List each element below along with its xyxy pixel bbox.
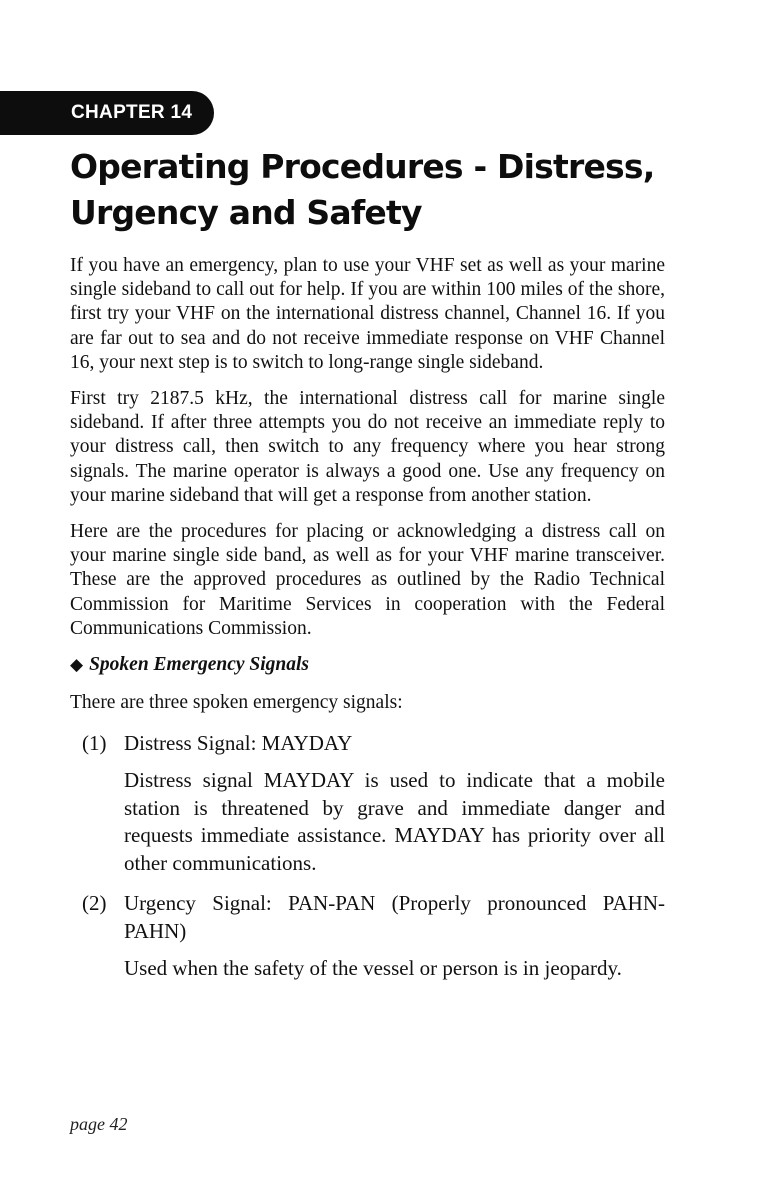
page-body — [70, 254, 665, 995]
chapter-tab — [0, 91, 214, 135]
chapter-label: CHAPTER 14 — [71, 102, 193, 123]
page-number: page 42 — [70, 1114, 128, 1134]
list-item-number: (2) — [82, 891, 107, 916]
section-heading — [70, 653, 665, 677]
page-title: Operating Procedures - Distress, Urgency and Safety — [70, 147, 655, 232]
paragraph-3: Here are the procedures for placing or acknowledging a distress call on your marine single side band, as well as for your VHF marine transceiver. These are the approved procedures as outlined by the Radio Technical Commission for Maritime Services in cooperation with the Federal Communications Commission. — [70, 521, 665, 639]
list-item-distress — [70, 729, 665, 877]
section-intro: There are three spoken emergency signals: — [70, 692, 403, 714]
list-item-header — [70, 729, 665, 757]
paragraph-1: If you have an emergency, plan to use your VHF set as well as your marine single sideband to call out for help. If you are within 100 miles of the shore, first try your VHF on the international distress channel, Channel 16. If you are far out to sea and do not receive immediate response on VHF Channel 16, your next step is to switch to long-range single sideband. — [70, 255, 665, 373]
list-item-header — [70, 889, 665, 945]
list-item-title: Urgency Signal: PAN-PAN (Properly pronounced PAHN-PAHN) — [124, 891, 665, 944]
list-item-text: Distress signal MAYDAY is used to indicate that a mobile station is threatened by grave and immediate danger and requests immediate assistance. MAYDAY has priority over all other communications. — [124, 768, 665, 875]
list-item-urgency — [70, 889, 665, 983]
section-heading-text: Spoken Emergency Signals — [89, 654, 310, 676]
list-item-text: Used when the safety of the vessel or person is in jeopardy. — [124, 956, 622, 981]
paragraph-2: First try 2187.5 kHz, the international distress call for marine single sideband. If after three attempts you do not receive an immediate reply to your distress call, then switch to any frequency where you hear strong signals. The marine operator is always a good one. Use any frequency on your marine sideband that will get a response from another station. — [70, 388, 665, 506]
diamond-bullet-icon: ◆ — [70, 655, 84, 675]
list-item-number: (1) — [82, 731, 107, 756]
list-item-title: Distress Signal: MAYDAY — [124, 731, 353, 756]
